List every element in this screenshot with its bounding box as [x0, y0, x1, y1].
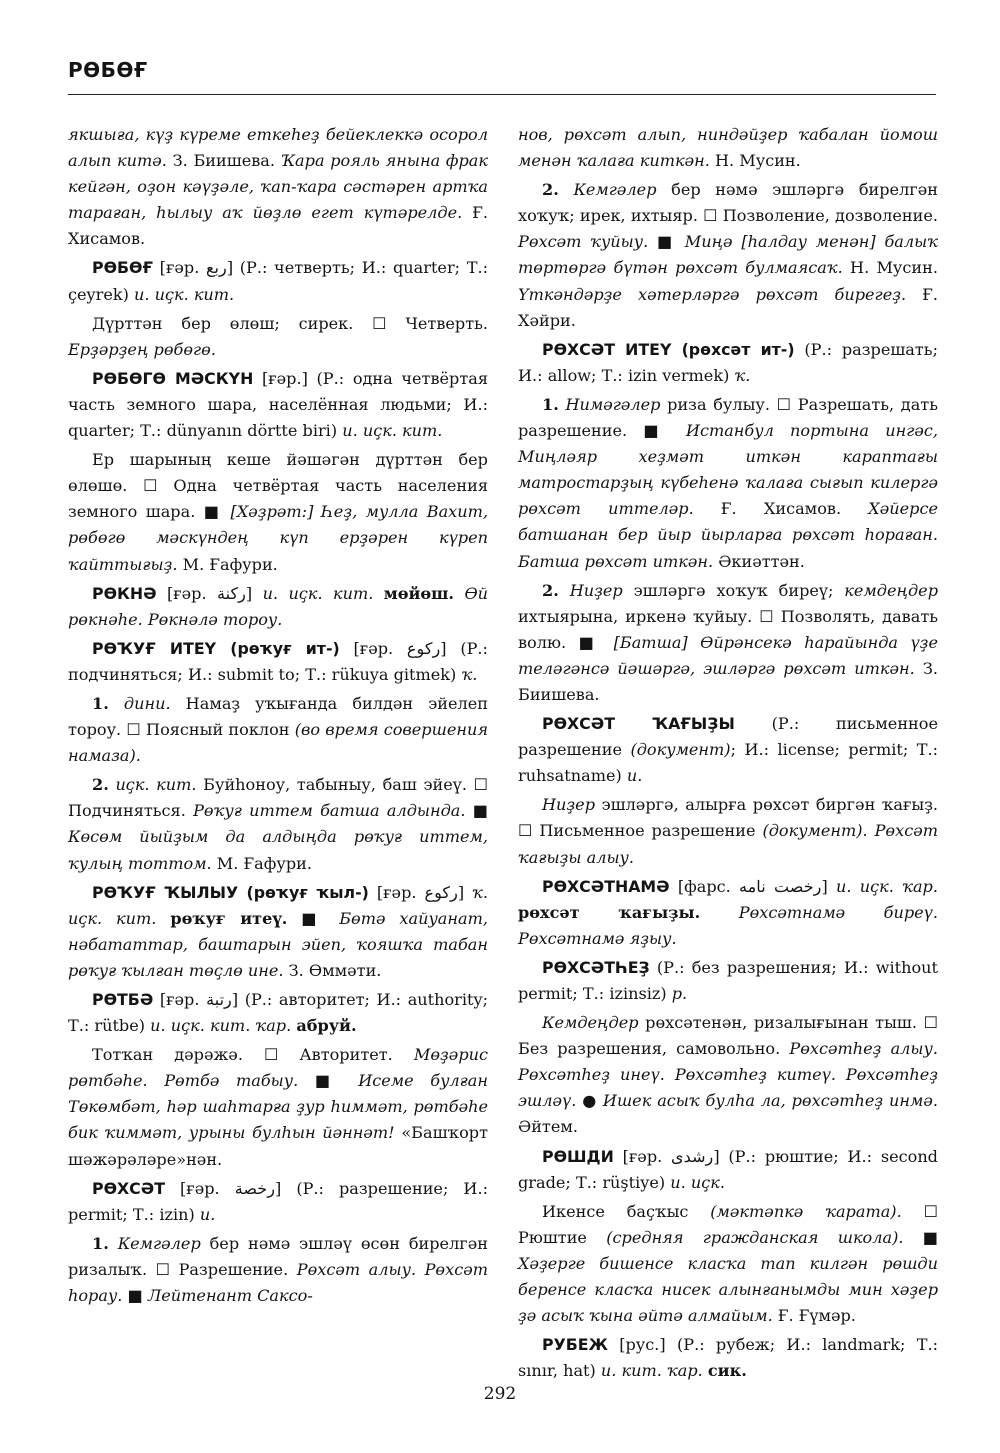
right-paragraph-4: 2. Ниҙер эшләргә хоҡуҡ биреү; кемдеңдер ихтыярына, иркенә ҡуйыу. ☐ Позволять, давать волю. ■ [Батша] Өйрәнсекә һарайында үҙе теләгәнсә йәшәргә, эшләргә рөхсәт иткән. З. Биишева. — [518, 580, 938, 704]
right-paragraph-12: РУБЕЖ [рус.] (Р.: рубеж; И.: landmark; Т.: sınır, hat) и. кит. ҡар. сик. — [518, 1335, 938, 1381]
left-paragraph-11: Тотҡан дәрәжә. ☐ Авторитет. Мөҙәрис рөтбәһе. Рөтбә табыу. ■ Исеме булған Төкөмбәт, һәр шаһтарға ҙур һиммәт, рөтбәһе бик ҡиммәт, урыны булһын йәннәт! «Башҡорт шәжәрәләре»нән. — [68, 1045, 489, 1169]
headword: РУБЕЖ — [542, 1335, 608, 1355]
left-paragraph-7: 1. дини. Намаҙ уҡығанда билдән эйелеп тороу. ☐ Поясный поклон (во время совершения намаза). — [68, 693, 489, 766]
right-paragraph-7: РӨХСӘТНАМӘ [фарс. رخصت نامه] и. иҫк. ҡар. рөхсәт ҡағыҙы. Рөхсәтнамә биреү. Рөхсәтнамә яҙыу. — [518, 876, 938, 948]
headword: РӨБӨҒ — [92, 258, 153, 278]
header-rule — [68, 94, 936, 95]
headword: РӨТБӘ — [92, 990, 154, 1009]
right-paragraph-1: 2. Кемгәлер бер нәмә эшләргә бирелгән хоҡуҡ; ирек, ихтыяр. ☐ Позволение, дозволение. Рөхсәт ҡуйыу. ■ Миңә [һалдау менән] балыҡ төртөргә бүтән рөхсәт булмаясаҡ. Н. Мусин. Үткәндәрҙе хәтерләргә рөхсәт бирегеҙ. Ғ. Хәйри. — [518, 180, 939, 330]
page-header-title: РӨБӨҒ — [68, 58, 148, 82]
left-paragraph-1: РӨБӨҒ [ғәр. ربع] (Р.: четверть; И.: quarter; Т.: çeyrek) и. иҫк. кит. — [68, 258, 488, 304]
left-paragraph-12: РӨХСӘТ [ғәр. رخصة] (Р.: разрешение; И.: permit; Т.: izin) и. — [68, 1178, 488, 1224]
right-column — [518, 122, 938, 1387]
headword: РӨБӨГӨ МӘСКҮН — [92, 368, 254, 388]
headword: РӨХСӘТ ИТЕҮ (рөхсәт ит-) — [542, 339, 795, 359]
right-paragraph-3: 1. Нимәгәлер риза булыу. ☐ Разрешать, дать разрешение. ■ Истанбул портына ингәс, Миңләяр хеҙмәт иткән караптағы матростарҙың күбеһенә ҡалаға сығып килергә рөхсәт иттеләр. Ғ. Хисамов. Хәйерсе батшанан бер йыр йырларға рөхсәт һораған. Батша рөхсәт иткән. Әкиәттән. — [518, 394, 938, 571]
headword: РӨХСӘТ ҠАҒЫҘЫ — [542, 714, 735, 734]
left-paragraph-5: РӨКНӘ [ғәр. ركنة] и. иҫк. кит. мөйөш. Өй рөкнәһе. Рөкнәлә тороу. — [68, 583, 488, 629]
right-paragraph-5: РӨХСӘТ ҠАҒЫҘЫ (Р.: письменное разрешение (документ); И.: license; permit; Т.: ruhsatname) и. — [518, 714, 938, 786]
headword: РӨХСӘТНАМӘ — [542, 876, 670, 896]
headword: РӨШДИ — [542, 1146, 614, 1166]
left-paragraph-6: РӨҠУҒ ИТЕҮ (рөҡуғ ит-) [ғәр. ركوع] (Р.: подчиняться; И.: submit to; Т.: rükuya gitmek) ҡ. — [68, 638, 488, 684]
left-paragraph-13: 1. Кемгәлер бер нәмә эшләү өсөн бирелгән ризалыҡ. ☐ Разрешение. Рөхсәт алыу. Рөхсәт һорау. ■ Лейтенант Саксо- — [68, 1233, 488, 1306]
left-paragraph-10: РӨТБӘ [ғәр. رتبة] (Р.: авторитет; И.: authority; Т.: rütbe) и. иҫк. кит. ҡар. абруй. — [68, 990, 488, 1036]
right-paragraph-10: РӨШДИ [ғәр. رشدی] (Р.: рюштие; И.: second grade; Т.: rüştiye) и. иҫк. — [518, 1146, 938, 1192]
left-paragraph-3: РӨБӨГӨ МӘСКҮН [ғәр.] (Р.: одна четвёртая часть земного шара, населённая людьми; И.: quarter; Т.: dünyanın dörtte biri) и. иҫк. кит. — [68, 368, 488, 441]
headword: РӨҠУҒ ҠЫЛЫУ (рөҡуғ ҡыл-) — [92, 882, 369, 902]
left-column — [68, 122, 488, 1312]
right-paragraph-6: Ниҙер эшләргә, алырға рөхсәт биргән ҡағыҙ. ☐ Письменное разрешение (документ). Рөхсәт ҡағыҙы алыу. — [518, 795, 938, 867]
left-paragraph-9: РӨҠУҒ ҠЫЛЫУ (рөҡуғ ҡыл-) [ғәр. ركوع] ҡ. иҫк. кит. рөҡуғ итеү. ■ Бөтә хайуанат, нәбататтар, баштарын эйеп, ҡояшҡа табан рөҡуғ ҡылған төҫлө ине. З. Өммәти. — [68, 882, 488, 980]
headword: РӨКНӘ — [92, 583, 157, 603]
right-paragraph-8: РӨХСӘТҺЕҘ (Р.: без разрешения; И.: without permit; Т.: izinsiz) р. — [518, 957, 938, 1003]
right-paragraph-2: РӨХСӘТ ИТЕҮ (рөхсәт ит-) (Р.: разрешать; И.: allow; Т.: izin vermek) ҡ. — [518, 339, 938, 385]
right-paragraph-9: Кемдеңдер рөхсәтенән, ризалығынан тыш. ☐ Без разрешения, самовольно. Рөхсәтһеҙ алыу. Рөхсәтһеҙ инеү. Рөхсәтһеҙ китеү. Рөхсәтһеҙ эшләү. ● Ишек асыҡ булһа ла, рөхсәтһеҙ инмә. Әйтем. — [518, 1013, 938, 1137]
left-paragraph-0: якшыға, күҙ күреме еткеһеҙ бейеклеккә осорол алып китә. З. Биишева. Ҡара рояль янына фрак кейгән, оҙон кәүҙәле, ҡап-ҡара сәстәрен артҡа тараған, һылыу аҡ йөҙлө егет күтәрелде. Ғ. Хисамов. — [68, 125, 489, 249]
headword: РӨХСӘТҺЕҘ — [542, 957, 650, 977]
headword: РӨҠУҒ ИТЕҮ (рөҡуғ ит-) — [92, 638, 340, 658]
left-paragraph-4: Ер шарының кеше йәшәгән дүрттән бер өлөшө. ☐ Одна четвёртая часть населения земного шара. ■ [Хәҙрәт:] Һеҙ, мулла Вахит, рөбөгө мәскүндең күп ерҙәрен күреп ҡайттығыҙ. М. Ғафури. — [68, 450, 488, 574]
headword: РӨХСӘТ — [92, 1178, 165, 1198]
left-paragraph-2: Дүрттән бер өлөш; сирек. ☐ Четверть. Ерҙәрҙең рөбөгө. — [68, 313, 488, 359]
right-paragraph-11: Икенсе баҫҡыс (мәктәпкә ҡарата). ☐ Рюштие (средняя гражданская школа). ■ Хәҙерге бишенсе класҡа тап килгән рөшди беренсе класҡа нисек алынғанымды мин хәҙер ҙә асыҡ ҡына әйтә алмайым. Ғ. Ғүмәр. — [518, 1201, 938, 1326]
page-number: 292 — [483, 1384, 517, 1404]
right-paragraph-0: нов, рөхсәт алып, ниндәйҙер ҡабалан йомош менән ҡалаға киткән. Н. Мусин. — [518, 125, 938, 171]
left-paragraph-8: 2. иҫк. кит. Буйһоноу, табыныу, баш эйеү. ☐ Подчиняться. Рөҡуғ иттем батша алдында. ■ Көсөм йыйҙым да алдыңда рөҡуғ иттем, ҡулың тоттом. М. Ғафури. — [68, 775, 488, 873]
